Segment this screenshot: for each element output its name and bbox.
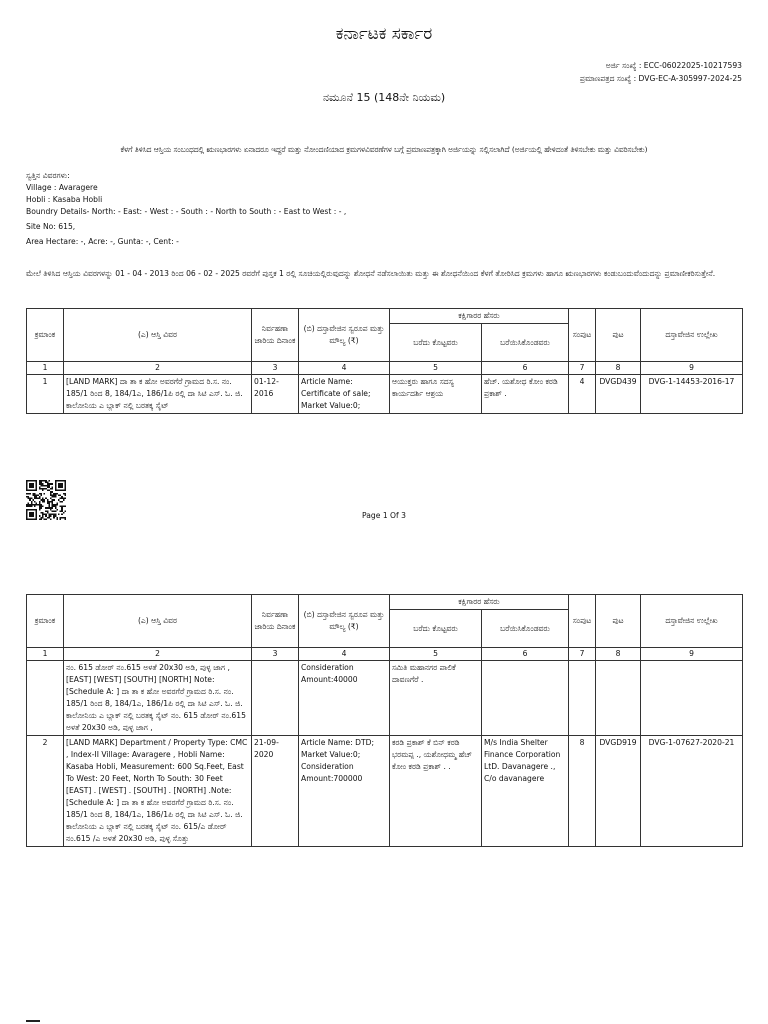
column-number: 4 bbox=[299, 648, 390, 661]
encumbrance-table-page-1 bbox=[26, 308, 743, 414]
header-execution-date: ನಿರ್ವಹಣಾ ಜಾರಿಯ ದಿನಾಂಕ bbox=[252, 595, 299, 648]
header-page: ಪುಟ bbox=[596, 309, 641, 362]
certification-statement: ಮೇಲೆ ತಿಳಿಸಿದ ಆಸ್ತಿಯ ವಿವರಗಳನ್ನು 01 - 04 - 2013 ರಿಂದ 06 - 02 - 2025 ರವರೆಗೆ ಪುಸ್ತಕ 1 ರಲ್ಲಿ ಸೂಚಿಯಲ್ಲಿರುವುದನ್ನು ಶೋಧನೆ ನಡೆಸಲಾಯಿತು ಮತ್ತು ಈ ಶೋಧನೆಯಿಂದ ಕೆಳಗೆ ತೋರಿಸಿದ ಕ್ರಮಗಳು ಹಾಗೂ ಋಣಭಾರಗಳು ಕಂಡುಬಂದುವೆಂದುದನ್ನು ಪ್ರಮಾಣೀಕರಿಸುತ್ತೇನೆ. bbox=[26, 269, 716, 278]
village-line: Village : Avaragere bbox=[26, 183, 98, 192]
column-number: 9 bbox=[641, 648, 743, 661]
column-number: 9 bbox=[641, 362, 743, 375]
property-heading: ಸ್ವತ್ತಿನ ವಿವರಗಳು: bbox=[26, 171, 70, 180]
cell-nature: Article Name: Certificate of sale; Market Value:0; bbox=[299, 375, 390, 414]
header-executant: ಬರೆದು ಕೊಟ್ಟವರು bbox=[390, 610, 482, 648]
cell-serial bbox=[27, 661, 64, 736]
cell-serial: 2 bbox=[27, 736, 64, 847]
column-number: 5 bbox=[390, 648, 482, 661]
cell-property: [LAND MARK] Department / Property Type: CMC , Index-II Village: Avaragere , Hobli Name: Kasaba Hobli, Measurement: 600 Sq.Feet, East To West: 20 Feet, North To South: 30 Feet [EAST] . [WEST] . [SOUTH] . [NORTH] .Note: [Schedule A: ] ದಾ ತಾ ಕ ಹೋ ಅವರಗೆರೆ ಗ್ರಾಮದ ರಿ.ಸ. ನಂ. 185/1 ರಿಂದ 8, 184/1ಎ, 186/1ಪಿ ರಲ್ಲಿ ದಾ ಸಿಟಿ ಎಸ್. ಓ. ಜಿ. ಕಾಲೋನಿಯ ಎ ಬ್ಲಾಕ್ ನಲ್ಲಿ ಬರತಕ್ಕ ಸೈಟ್ ನಂ. 615/ಎ ಡೋರ್ ನಂ.615 /ಎ ಅಳತೆ 20x30 ಅಡಿ, ಪುಳ್ಳ ಸೊತ್ತು bbox=[64, 736, 252, 847]
cell-property: [LAND MARK] ದಾ ತಾ ಕ ಹೋ ಅವರಗೆರೆ ಗ್ರಾಮದ ರಿ.ಸ. ನಂ. 185/1 ರಿಂದ 8, 184/1ಎ, 186/1ಪಿ ರಲ್ಲಿ ದಾ ಸಿಟಿ ಎಸ್. ಓ. ಜಿ. ಕಾಲೋನಿಯ ಎ ಬ್ಲಾಕ್ ನಲ್ಲಿ ಬರತಕ್ಕ ಸೈಟ್ bbox=[64, 375, 252, 414]
header-claimant: ಬರೆಯಿಸಿಕೊಂಡವರು bbox=[482, 324, 569, 362]
cell-claimant: M/s India Shelter Finance Corporation LtD. Davanagere ., C/o davanagere bbox=[482, 736, 569, 847]
column-number: 3 bbox=[252, 648, 299, 661]
application-number: ಅರ್ಜಿ ಸಂಖ್ಯೆ : ECC-06022025-10217593 bbox=[605, 61, 742, 70]
header-parties: ಕಕ್ಷಿಗಾರರ ಹೆಸರು bbox=[390, 595, 569, 610]
column-number: 8 bbox=[596, 362, 641, 375]
cell-page bbox=[596, 661, 641, 736]
header-document-reference: ದಸ್ತಾವೇಜಿನ ಉಲ್ಲೇಖ bbox=[641, 595, 743, 648]
cell-claimant: ಹೆಚ್. ಯಶೋಧ ಕೋಂ ಕರಡಿ ಪ್ರಕಾಶ್ . bbox=[482, 375, 569, 414]
column-number: 4 bbox=[299, 362, 390, 375]
header-parties: ಕಕ್ಷಿಗಾರರ ಹೆಸರು bbox=[390, 309, 569, 324]
header-page: ಪುಟ bbox=[596, 595, 641, 648]
column-number-row bbox=[27, 648, 743, 661]
header-volume: ಸಂಪುಟ bbox=[569, 309, 596, 362]
next-page-edge-mark bbox=[26, 1020, 40, 1022]
cell-document-reference bbox=[641, 661, 743, 736]
reference-numbers bbox=[580, 59, 742, 85]
cell-page: DVGD439 bbox=[596, 375, 641, 414]
column-number: 1 bbox=[27, 648, 64, 661]
column-number: 1 bbox=[27, 362, 64, 375]
column-number: 5 bbox=[390, 362, 482, 375]
certificate-number: ಪ್ರಮಾಣಪತ್ರದ ಸಂಖ್ಯೆ : DVG-EC-A-305997-2024-25 bbox=[579, 74, 742, 83]
encumbrance-table-page-2 bbox=[26, 594, 743, 847]
cell-serial: 1 bbox=[27, 375, 64, 414]
column-number: 6 bbox=[482, 362, 569, 375]
column-number: 2 bbox=[64, 362, 252, 375]
cell-volume: 4 bbox=[569, 375, 596, 414]
table-row bbox=[27, 375, 743, 414]
area-line: Area Hectare: -, Acre: -, Gunta: -, Cent: - bbox=[26, 237, 179, 246]
cell-executant: ಆಯುಕ್ತರು ಹಾಗೂ ಸದಸ್ಯ ಕಾರ್ಯದರ್ಶಿ ಆಶ್ರಯ bbox=[390, 375, 482, 414]
header-volume: ಸಂಪುಟ bbox=[569, 595, 596, 648]
header-executant: ಬರೆದು ಕೊಟ್ಟವರು bbox=[390, 324, 482, 362]
boundary-line: Boundry Details- North: - East: - West : - South : - North to South : - East to West : - , bbox=[26, 207, 347, 216]
cell-date bbox=[252, 661, 299, 736]
table-row bbox=[27, 661, 743, 736]
government-title: ಕರ್ನಾಟಕ ಸರ್ಕಾರ bbox=[335, 24, 433, 44]
column-number-row bbox=[27, 362, 743, 375]
header-property-description: (ಎ) ಆಸ್ತಿ ವಿವರ bbox=[64, 309, 252, 362]
hobli-line: Hobli : Kasaba Hobli bbox=[26, 195, 103, 204]
header-property-description: (ಎ) ಆಸ್ತಿ ವಿವರ bbox=[64, 595, 252, 648]
cell-page: DVGD919 bbox=[596, 736, 641, 847]
column-number: 7 bbox=[569, 362, 596, 375]
property-details bbox=[26, 170, 346, 248]
header-execution-date: ನಿರ್ವಹಣಾ ಜಾರಿಯ ದಿನಾಂಕ bbox=[252, 309, 299, 362]
cell-nature: Consideration Amount:40000 bbox=[299, 661, 390, 736]
page-number: Page 1 Of 3 bbox=[362, 511, 406, 520]
site-number-line: Site No: 615, bbox=[26, 222, 76, 231]
cell-volume: 8 bbox=[569, 736, 596, 847]
header-claimant: ಬರೆಯಿಸಿಕೊಂಡವರು bbox=[482, 610, 569, 648]
cell-date: 21-09-2020 bbox=[252, 736, 299, 847]
cell-date: 01-12-2016 bbox=[252, 375, 299, 414]
table-row bbox=[27, 736, 743, 847]
header-document-reference: ದಸ್ತಾವೇಜಿನ ಉಲ್ಲೇಖ bbox=[641, 309, 743, 362]
cell-property: ನಂ. 615 ಡೋರ್ ನಂ.615 ಅಳತೆ 20x30 ಅಡಿ, ಪುಳ್ಳ ಜಾಗ , [EAST] [WEST] [SOUTH] [NORTH] Note: [Schedule A: ] ದಾ ತಾ ಕ ಹೋ ಅವರಗೆರೆ ಗ್ರಾಮದ ರಿ.ಸ. ನಂ. 185/1 ರಿಂದ 8, 184/1ಎ, 186/1ಪಿ ರಲ್ಲಿ ದಾ ಸಿಟಿ ಎಸ್. ಓ. ಜಿ. ಕಾಲೋನಿಯ ಎ ಬ್ಲಾಕ್ ನಲ್ಲಿ ಬರತಕ್ಕ ಸೈಟ್ ನಂ. 615 ಡೋರ್ ನಂ.615 ಅಳತೆ 20x30 ಅಡಿ, ಪುಳ್ಳ ಜಾಗ , bbox=[64, 661, 252, 736]
cell-volume bbox=[569, 661, 596, 736]
column-number: 3 bbox=[252, 362, 299, 375]
column-number: 2 bbox=[64, 648, 252, 661]
request-statement: ಕೆಳಗೆ ತಿಳಿಸಿದ ಆಸ್ತಿಯ ಸಂಬಂಧದಲ್ಲಿ ಋಣಭಾರಗಳು ಏನಾದರೂ ಇದ್ದರೆ ಮತ್ತು ನೋಂದಣಿಯಾದ ಕ್ರಮಗಳವಿವರಣೆಗಳ ಬಗ್ಗೆ ಪ್ರಮಾಣಪತ್ರಕ್ಕಾಗಿ ಅರ್ಜಿಯನ್ನು ಸಲ್ಲಿಸಲಾಗಿದೆ (ಅರ್ಜಿಯಲ್ಲಿ ಹೇಳಿದಂತೆ ತಿಳಿಸಬೇಕು ಮತ್ತು ವಿವರಿಸಬೇಕು) bbox=[120, 145, 648, 154]
header-serial: ಕ್ರಮಾಂಕ bbox=[27, 309, 64, 362]
form-title: ನಮೂನೆ 15 (148ನೇ ನಿಯಮ) bbox=[322, 91, 446, 104]
header-document-nature: (ಬಿ) ದಸ್ತಾವೇಜಿನ ಸ್ವರೂಪ ಮತ್ತು ಮೌಲ್ಯ (₹) bbox=[299, 309, 390, 362]
header-serial: ಕ್ರಮಾಂಕ bbox=[27, 595, 64, 648]
column-number: 6 bbox=[482, 648, 569, 661]
cell-nature: Article Name: DTD; Market Value:0; Consideration Amount:700000 bbox=[299, 736, 390, 847]
cell-document-reference: DVG-1-07627-2020-21 bbox=[641, 736, 743, 847]
cell-claimant bbox=[482, 661, 569, 736]
cell-document-reference: DVG-1-14453-2016-17 bbox=[641, 375, 743, 414]
column-number: 8 bbox=[596, 648, 641, 661]
column-number: 7 bbox=[569, 648, 596, 661]
cell-executant: ಸಮಿತಿ ಮಹಾನಗರ ಪಾಲಿಕೆ ದಾವಣಗೆರೆ . bbox=[390, 661, 482, 736]
cell-executant: ಕರಡಿ ಪ್ರಕಾಶ್ ಕೆ ಬಿನ್ ಕರಡಿ ಭರಮಪ್ಪ ., ಯಶೋಧಮ್ಮ ಹೆಚ್ ಕೋಂ ಕರಡಿ ಪ್ರಕಾಶ್ . . bbox=[390, 736, 482, 847]
header-document-nature: (ಬಿ) ದಸ್ತಾವೇಜಿನ ಸ್ವರೂಪ ಮತ್ತು ಮೌಲ್ಯ (₹) bbox=[299, 595, 390, 648]
